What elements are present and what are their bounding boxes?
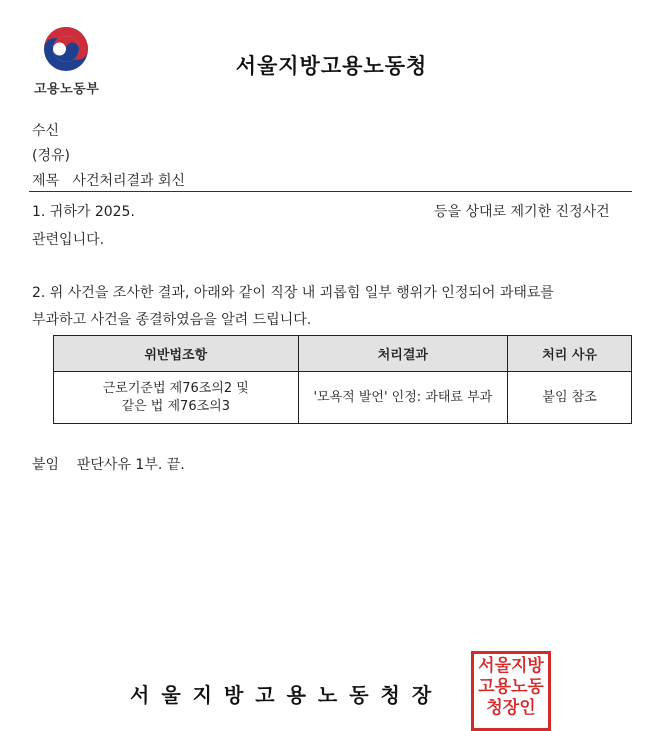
table-row bbox=[54, 372, 632, 424]
paragraph-1-end: 관련입니다. bbox=[32, 232, 105, 248]
table-header-row bbox=[54, 336, 632, 372]
attachment-text: 판단사유 1부. 끝. bbox=[76, 457, 185, 473]
paragraph-2-line-1: 2. 위 사건을 조사한 결과, 아래와 같이 직장 내 괴롭힘 일부 행위가 인정되어 과태료를 bbox=[32, 285, 554, 301]
paragraph-1-middle: 등을 상대로 제기한 진정사건 bbox=[434, 204, 610, 220]
law-line-1: 근로기준법 제76조의2 및 bbox=[102, 380, 249, 396]
result-table bbox=[53, 335, 632, 424]
issuer-name: 서울지방고용노동청장 bbox=[130, 683, 444, 707]
subject-line bbox=[32, 170, 185, 190]
law-line-2: 같은 법 제76조의3 bbox=[121, 398, 230, 414]
cell-reason: 붙임 참조 bbox=[508, 372, 632, 424]
via-label: (경유) bbox=[32, 148, 70, 164]
header-law: 위반법조항 bbox=[54, 336, 299, 372]
subject-text: 사건처리결과 회신 bbox=[72, 173, 186, 189]
subject-divider bbox=[29, 191, 632, 192]
header-reason: 처리 사유 bbox=[508, 336, 632, 372]
cell-law bbox=[54, 372, 299, 424]
via-line bbox=[32, 145, 70, 165]
recipient-line bbox=[32, 120, 59, 140]
logo-text: 고용노동부 bbox=[34, 82, 100, 97]
header-result: 처리결과 bbox=[298, 336, 508, 372]
cell-result: '모욕적 발언' 인정: 과태료 부과 bbox=[298, 372, 508, 424]
paragraph-1-start: 1. 귀하가 2025. bbox=[32, 204, 135, 220]
document-title: 서울지방고용노동청 bbox=[235, 54, 428, 78]
recipient-label: 수신 bbox=[32, 123, 60, 139]
paragraph-2-line-2: 부과하고 사건을 종결하였음을 알려 드립니다. bbox=[32, 312, 312, 328]
attachment-label: 붙임 bbox=[32, 457, 60, 473]
attachment-line bbox=[32, 454, 185, 474]
official-seal-stamp: 서울지방고용노동청장인 bbox=[471, 651, 551, 731]
subject-label: 제목 bbox=[32, 173, 60, 189]
